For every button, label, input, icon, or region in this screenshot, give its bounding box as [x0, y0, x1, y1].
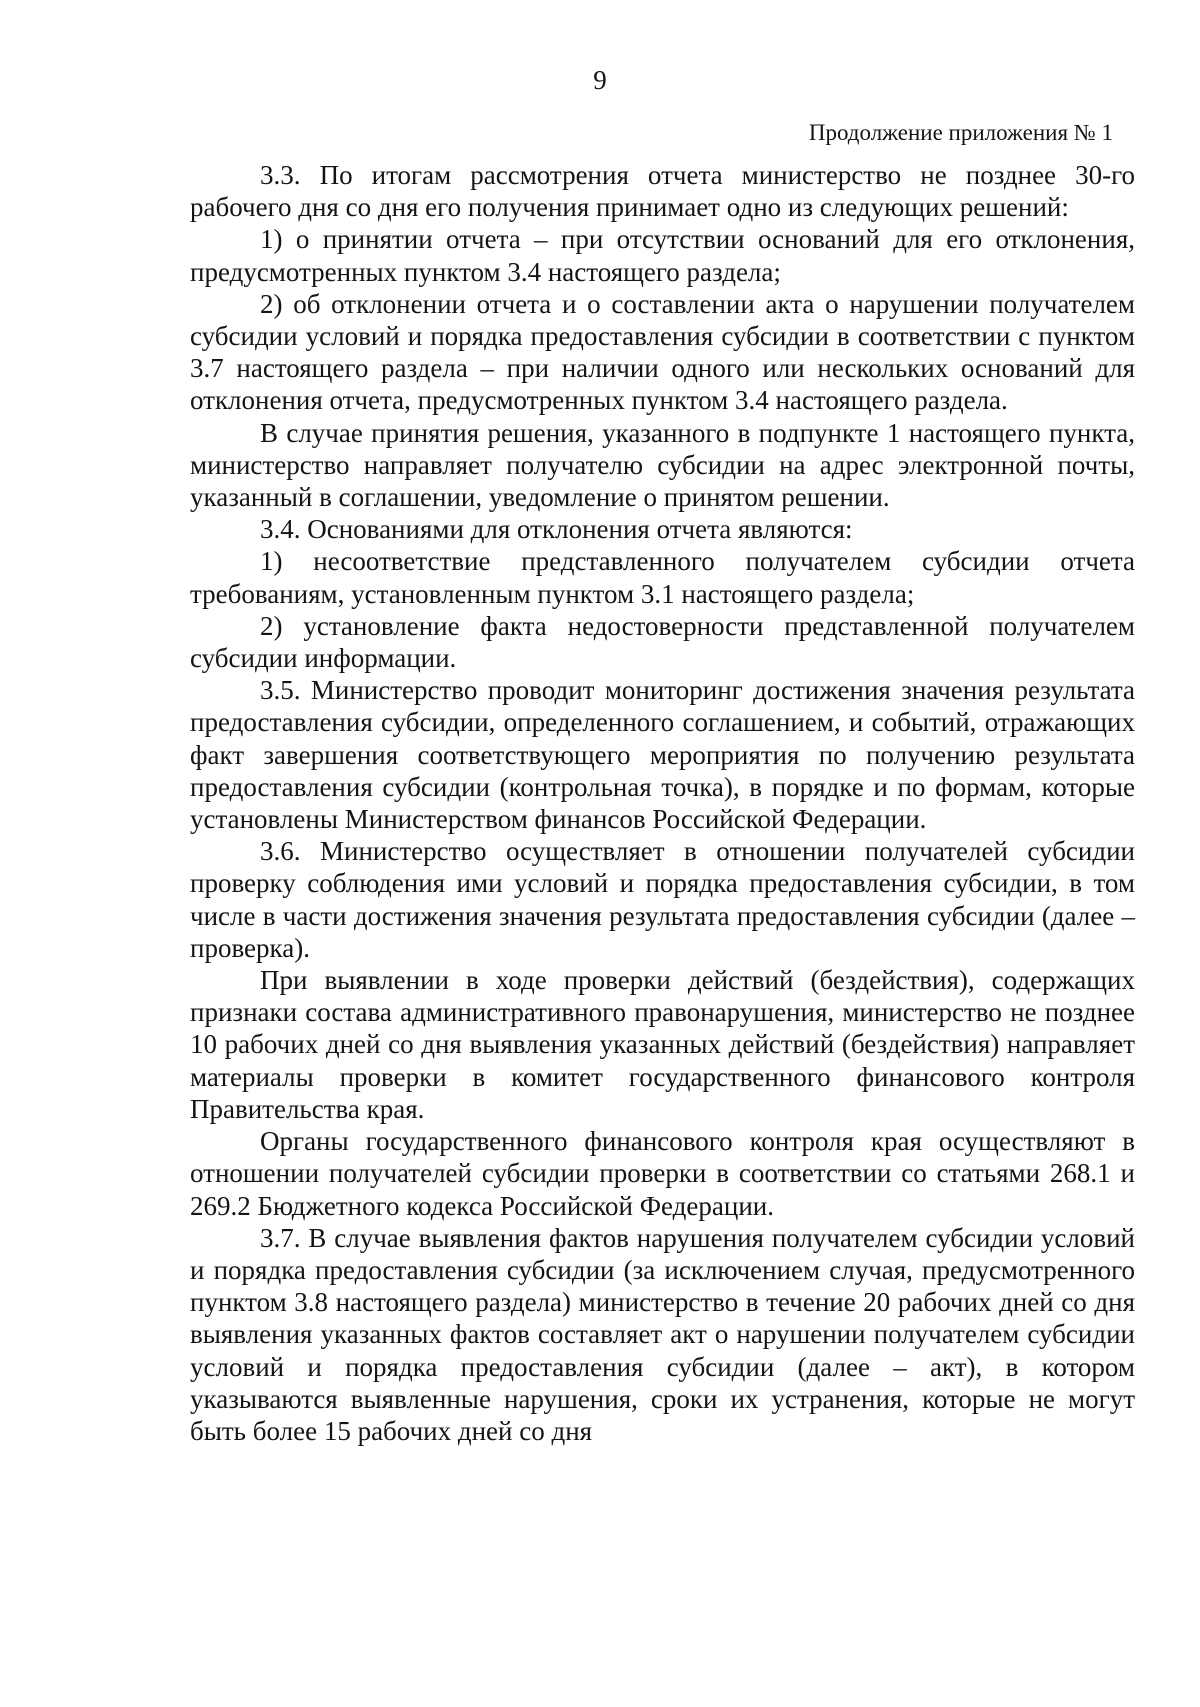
paragraph-3-3: 3.3. По итогам рассмотрения отчета министерство не позднее 30-го рабочего дня со дня его получения принимает одно из следующих решений: [190, 160, 1135, 223]
paragraph-3-5: 3.5. Министерство проводит мониторинг достижения значения результата предоставления субсидии, определенного соглашением, и событий, отражающих факт завершения соответствующего мероприятия по получению результата предоставления субсидии (контрольная точка), в порядке и по формам, которые установлены Министерством финансов Российской Федерации. [190, 675, 1135, 835]
document-body [190, 159, 1135, 1447]
paragraph-3-6-control-bodies: Органы государственного финансового контроля края осуществляют в отношении получателей субсидии проверки в соответствии со статьями 268.1 и 269.2 Бюджетного кодекса Российской Федерации. [190, 1126, 1135, 1221]
appendix-continuation-header: Продолжение приложения № 1 [808, 120, 1113, 145]
paragraph-3-3-item-2: 2) об отклонении отчета и о составлении акта о нарушении получателем субсидии условий и порядка предоставления субсидии в соответствии с пунктом 3.7 настоящего раздела – при наличии одного или нескольких оснований для отклонения отчета, предусмотренных пунктом 3.4 настоящего раздела. [190, 288, 1135, 416]
paragraph-3-4: 3.4. Основаниями для отклонения отчета являются: [260, 514, 853, 545]
paragraph-3-6: 3.6. Министерство осуществляет в отношении получателей субсидии проверку соблюдения ими условий и порядка предоставления субсидии, в том числе в части достижения значения результата предоставления субсидии (далее – проверка). [190, 836, 1135, 963]
paragraph-3-3-notice: В случае принятия решения, указанного в подпункте 1 настоящего пункта, министерство направляет получателю субсидии на адрес электронной почты, указанный в соглашении, уведомление о принятом решении. [190, 417, 1135, 513]
page-number: 9 [593, 65, 607, 95]
paragraph-3-4-item-2: 2) установление факта недостоверности представленной получателем субсидии информации. [190, 610, 1135, 674]
paragraph-3-6-violations: При выявлении в ходе проверки действий (бездействия), содержащих признаки состава административного правонарушения, министерство не позднее 10 рабочих дней со дня выявления указанных действий (бездействия) направляет материалы проверки в комитет государственного финансового контроля Правительства края. [190, 965, 1135, 1124]
paragraph-3-4-item-1: 1) несоответствие представленного получателем субсидии отчета требованиям, установленным пунктом 3.1 настоящего раздела; [190, 546, 1135, 609]
paragraph-3-3-item-1: 1) о принятии отчета – при отсутствии оснований для его отклонения, предусмотренных пунктом 3.4 настоящего раздела; [190, 224, 1135, 287]
paragraph-3-7: 3.7. В случае выявления фактов нарушения получателем субсидии условий и порядка предоставления субсидии (за исключением случая, предусмотренного пунктом 3.8 настоящего раздела) министерство в течение 20 рабочих дней со дня выявления указанных фактов составляет акт о нарушении получателем субсидии условий и порядка предоставления субсидии (далее – акт), в котором указываются выявленные нарушения, сроки их устранения, которые не могут быть более 15 рабочих дней со дня [190, 1222, 1135, 1446]
